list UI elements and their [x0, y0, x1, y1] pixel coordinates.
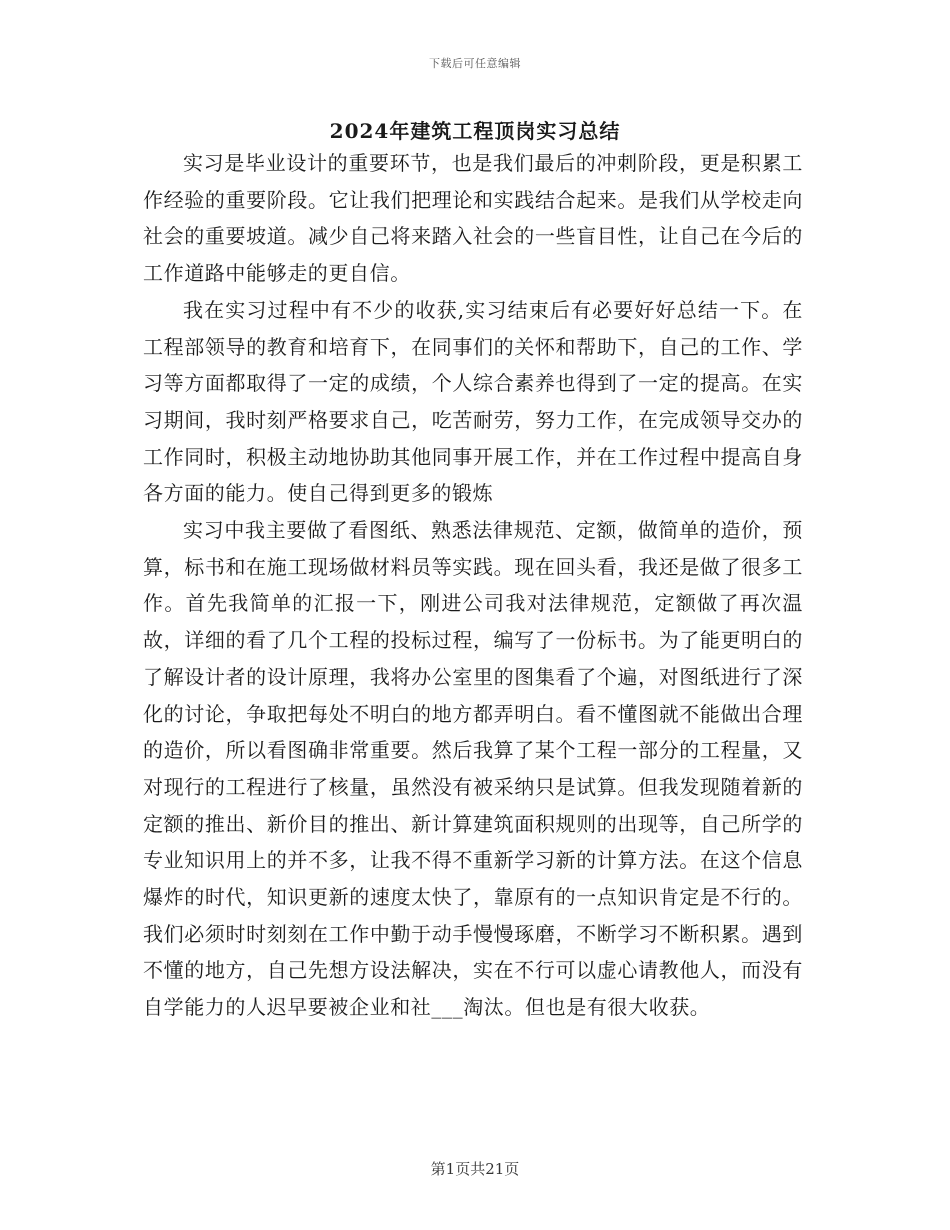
page-number: 第1页共21页 [430, 1160, 520, 1178]
document-body [143, 145, 803, 1026]
paragraph-1: 实习是毕业设计的重要环节，也是我们最后的冲刺阶段，更是积累工作经验的重要阶段。它让我们把理论和实践结合起来。是我们从学校走向社会的重要坡道。减少自己将来踏入社会的一些盲目性，让自己在今后的工作道路中能够走的更自信。 [143, 151, 803, 286]
paragraph-3: 实习中我主要做了看图纸、熟悉法律规范、定额，做简单的造价，预算，标书和在施工现场做材料员等实践。现在回头看，我还是做了很多工作。首先我简单的汇报一下，刚进公司我对法律规范，定额做了再次温故，详细的看了几个工程的投标过程，编写了一份标书。为了能更明白的了解设计者的设计原理，我将办公室里的图集看了个遍，对图纸进行了深化的讨论，争取把每处不明白的地方都弄明白。看不懂图就不能做出合理的造价，所以看图确非常重要。然后我算了某个工程一部分的工程量，又对现行的工程进行了核量，虽然没有被采纳只是试算。但我发现随着新的定额的推出、新价目的推出、新计算建筑面积规则的出现等，自己所学的专业知识用上的并不多，让我不得不重新学习新的计算方法。在这个信息爆炸的时代，知识更新的速度太快了，靠原有的一点知识肯定是不行的。我们必须时时刻刻在工作中勤于动手慢慢琢磨，不断学习不断积累。遇到不懂的地方，自己先想方设法解决，实在不行可以虚心请教他人，而没有自学能力的人迟早要被企业和社___淘汰。但也是有很大收获。 [143, 518, 803, 1020]
document-title: 2024年建筑工程顶岗实习总结 [329, 119, 621, 143]
paragraph-2: 我在实习过程中有不少的收获,实习结束后有必要好好总结一下。在工程部领导的教育和培育下，在同事们的关怀和帮助下，自己的工作、学习等方面都取得了一定的成绩，个人综合素养也得到了一定的提高。在实习期间，我时刻严格要求自己，吃苦耐劳，努力工作，在完成领导交办的工作同时，积极主动地协助其他同事开展工作，并在工作过程中提高自身各方面的能力。使自己得到更多的锻炼 [143, 297, 803, 506]
header-note: 下载后可任意编辑 [429, 57, 521, 70]
